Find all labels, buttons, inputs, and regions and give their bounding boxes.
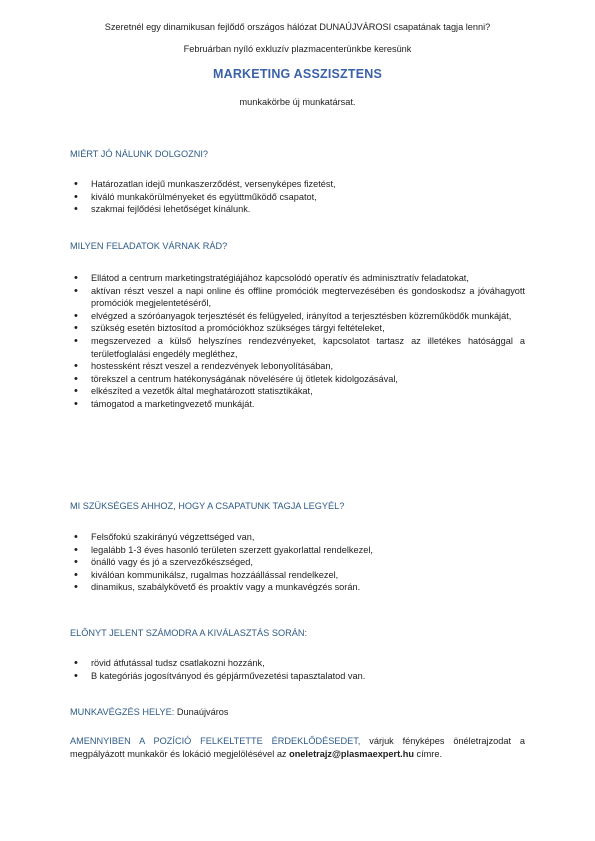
apply-text: várjuk fényképes önéletrajzodat a megpályázott munkakör és lokáció megjelölésével az: [70, 736, 525, 759]
requirements-heading: MI SZÜKSÉGES AHHOZ, HOGY A CSAPATUNK TAGJA LEGYÉL?: [70, 501, 345, 511]
why-list: [70, 178, 525, 216]
list-item: • B kategóriás jogosítványod és gépjárművezetési tapasztalatod van.: [70, 670, 525, 683]
list-item: • kiváló munkakörülményeket és együttműködő csapatot,: [70, 191, 525, 204]
list-item: • szakmai fejlődési lehetőséget kínálunk.: [70, 203, 525, 216]
list-item: • elvégzed a szóróanyagok terjesztését és felügyeled, irányítod a terjesztésben közreműködők munkáját,: [70, 310, 525, 323]
why-heading: MIÉRT JÓ NÁLUNK DOLGOZNI?: [70, 149, 209, 159]
requirements-list: [70, 531, 525, 594]
advantage-list: [70, 657, 525, 682]
tasks-heading: MILYEN FELADATOK VÁRNAK RÁD?: [70, 241, 228, 251]
position-title: MARKETING ASSZISZTENS: [212, 67, 383, 81]
location-label: MUNKAVÉGZÉS HELYE:: [70, 707, 175, 717]
tasks-list: [70, 272, 525, 411]
list-item: • megszervezed a külső helyszínes rendezvényeket, kapcsolatot tartasz az illetékes hatósággal a területfoglalási engedély megléthez,: [70, 335, 525, 360]
intro-question: Szeretnél egy dinamikusan fejlődő országos hálózat DUNAÚJVÁROSI csapatának tagja lenni?: [104, 22, 491, 32]
list-item: • Határozatlan idejű munkaszerződést, versenyképes fizetést,: [70, 178, 525, 191]
list-item: • önálló vagy és jó a szervezőkészséged,: [70, 556, 525, 569]
list-item: • elkészíted a vezetők által meghatározott statisztikákat,: [70, 385, 525, 398]
intro-closing: munkakörbe új munkatársat.: [239, 97, 356, 107]
apply-lead: AMENNYIBEN A POZÍCIÓ FELKELTETTE ÉRDEKLŐDÉSEDET,: [70, 736, 361, 746]
list-item: • aktívan részt veszel a napi online és offline promóciók megtervezésében és gondoskodsz a jóváhagyott promóciók megjelentetéséről,: [70, 285, 525, 310]
list-item: • Felsőfokú szakirányú végzettséged van,: [70, 531, 525, 544]
advantage-heading: ELŐNYT JELENT SZÁMODRA A KIVÁLASZTÁS SORÁN:: [70, 628, 308, 638]
list-item: • szükség esetén biztosítod a promóciókhoz szükséges tárgyi feltételeket,: [70, 322, 525, 335]
list-item: • rövid átfutással tudsz csatlakozni hozzánk,: [70, 657, 525, 670]
list-item: • Ellátod a centrum marketingstratégiájához kapcsolódó operatív és adminisztratív feladatokat,: [70, 272, 525, 285]
list-item: • kiválóan kommunikálsz, rugalmas hozzáállással rendelkezel,: [70, 569, 525, 582]
list-item: • törekszel a centrum hatékonyságának növelésére új ötletek kidolgozásával,: [70, 373, 525, 386]
list-item: • támogatod a marketingvezető munkáját.: [70, 398, 525, 411]
location-value: Dunaújváros: [174, 707, 229, 717]
work-location: [70, 706, 525, 719]
list-item: • hostessként részt veszel a rendezvények lebonyolításában,: [70, 360, 525, 373]
apply-paragraph: [70, 735, 525, 760]
list-item: • dinamikus, szabálykövető és proaktív vagy a munkavégzés során.: [70, 581, 525, 594]
apply-text-end: címre.: [413, 748, 443, 759]
intro-subtitle: Februárban nyíló exkluzív plazmacenterünkbe keresünk: [183, 44, 412, 54]
apply-email-link[interactable]: oneletrajz@plasmaexpert.hu: [289, 748, 414, 759]
list-item: • legalább 1-3 éves hasonló területen szerzett gyakorlattal rendelkezel,: [70, 544, 525, 557]
